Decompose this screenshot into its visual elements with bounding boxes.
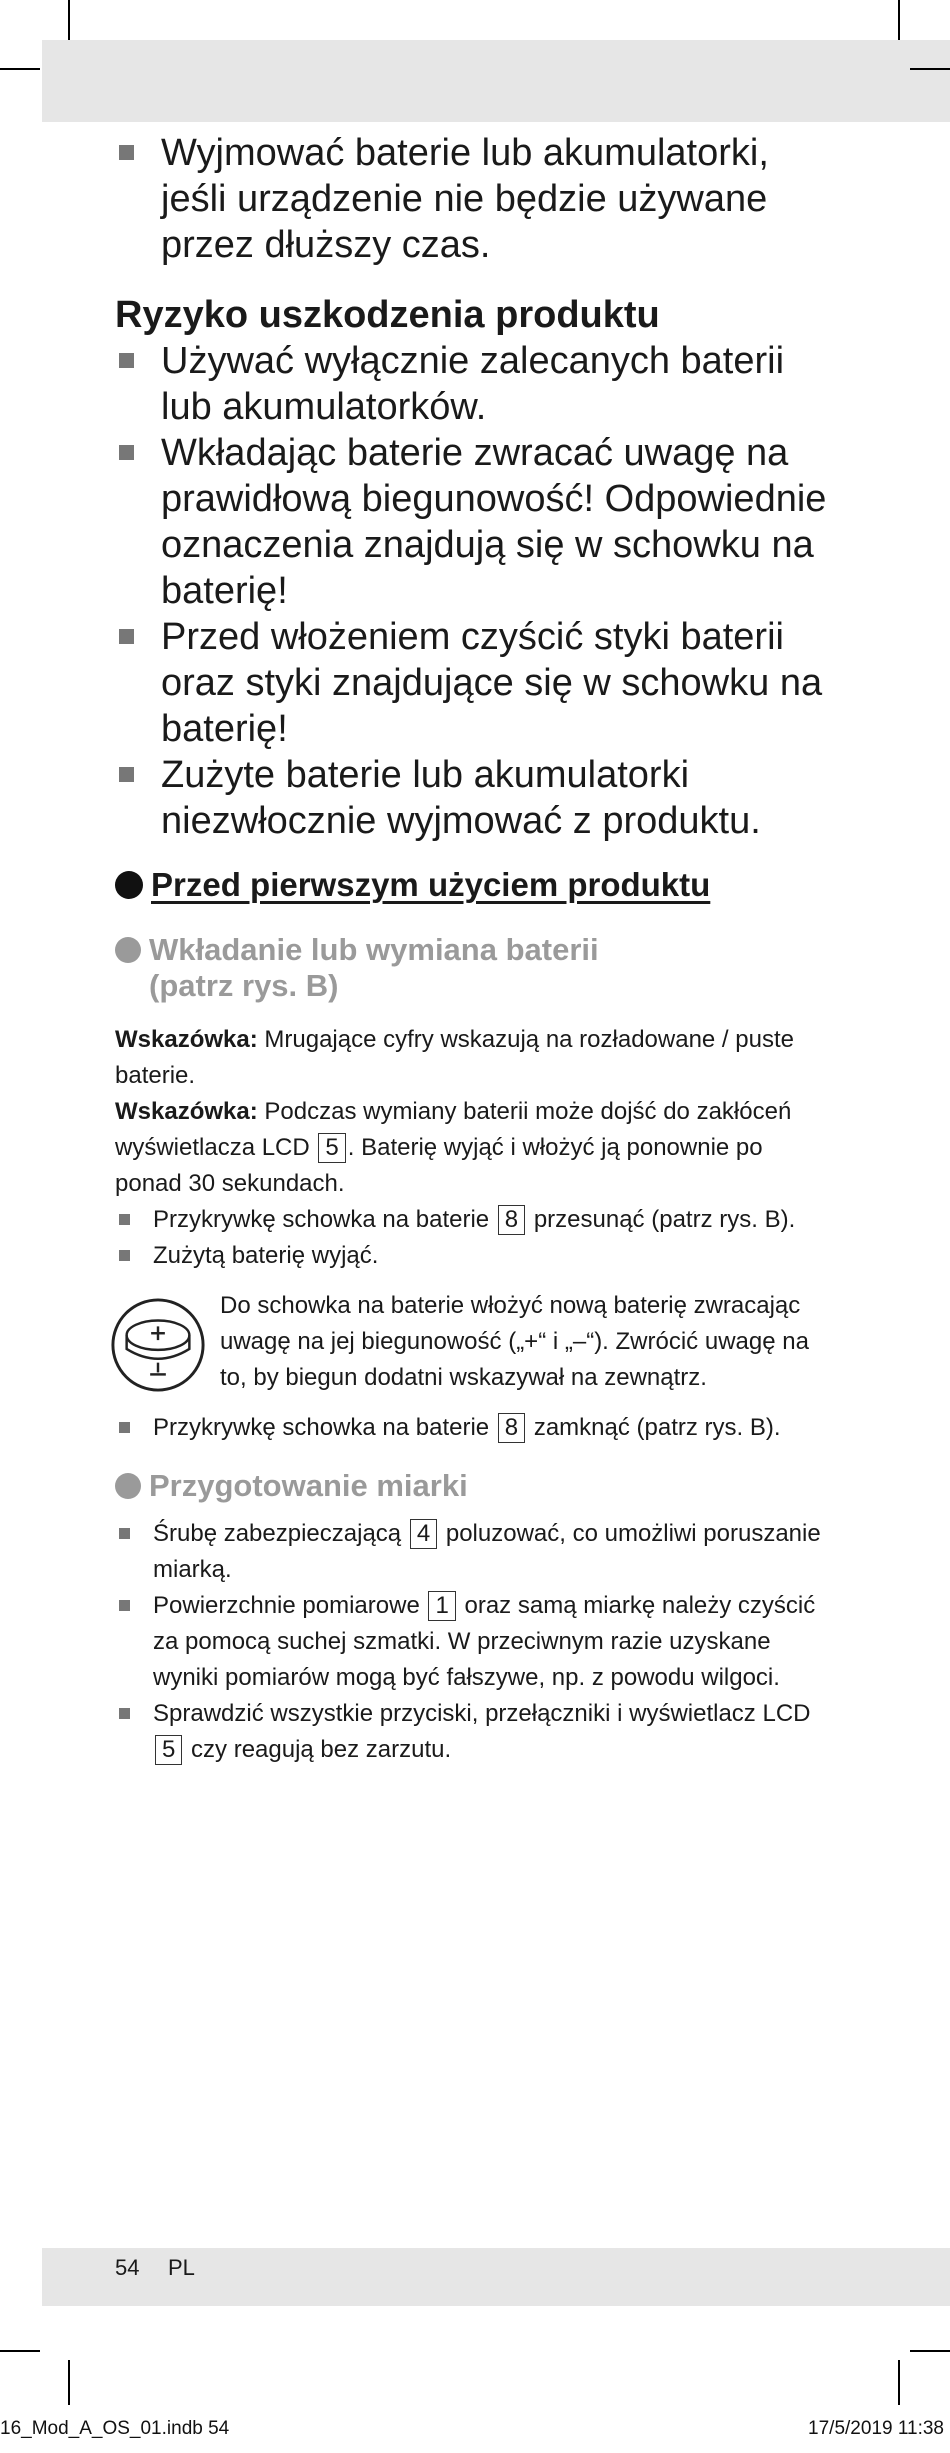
- header-band: [42, 40, 950, 122]
- reference-number: 5: [155, 1735, 182, 1765]
- crop-mark: [68, 2360, 70, 2405]
- list-item: Sprawdzić wszystkie przyciski, przełączniki i wyświetlacz LCD 5 czy reagują bez zarzutu.: [115, 1696, 835, 1768]
- bullet-dot-icon: [115, 871, 143, 899]
- crop-mark: [68, 0, 70, 40]
- bullet-square: [119, 1422, 130, 1433]
- reference-number: 4: [410, 1519, 437, 1549]
- crop-mark: [0, 2350, 40, 2352]
- bullet-square: [119, 767, 134, 782]
- list-item: Przed włożeniem czyścić styki baterii oraz styki znajdujące się w schowku na baterię!: [115, 614, 835, 752]
- subsection-heading: Przygotowanie miarki: [115, 1468, 835, 1504]
- bullet-square: [119, 629, 134, 644]
- bullet-square: [119, 353, 134, 368]
- crop-mark: [910, 2350, 950, 2352]
- list-item: Wkładając baterie zwracać uwagę na prawidłową biegunowość! Odpowiednie oznaczenia znajdują się w schowku na baterię!: [115, 430, 835, 614]
- bullet-square: [119, 1708, 130, 1719]
- list-item: Przykrywkę schowka na baterie 8 przesunąć (patrz rys. B).: [115, 1202, 835, 1238]
- reference-number: 5: [318, 1133, 345, 1163]
- print-slug-file: 16_Mod_A_OS_01.indb 54: [0, 2418, 230, 2439]
- list-item: Używać wyłącznie zalecanych baterii lub akumulatorków.: [115, 338, 835, 430]
- list-item: Zużyte baterie lub akumulatorki niezwłocznie wyjmować z produktu.: [115, 752, 835, 844]
- list-item: Powierzchnie pomiarowe 1 oraz samą miarkę należy czyścić za pomocą suchej szmatki. W przeciwnym razie uzyskane wyniki pomiarów mogą być fałszywe, np. z powodu wilgoci.: [115, 1588, 835, 1696]
- language-code: PL: [168, 2255, 195, 2280]
- reference-number: 8: [498, 1413, 525, 1443]
- list-item: Wyjmować baterie lub akumulatorki, jeśli urządzenie nie będzie używane przez dłuższy czas.: [115, 130, 835, 268]
- page-content: [115, 130, 835, 1768]
- bullet-dot-icon: [115, 1473, 141, 1499]
- bullet-square: [119, 1250, 130, 1261]
- crop-mark: [898, 2360, 900, 2405]
- bullet-square: [119, 445, 134, 460]
- bullet-square: [119, 1600, 130, 1611]
- list-item: Zużytą baterię wyjąć.: [115, 1238, 835, 1274]
- reference-number: 1: [428, 1591, 455, 1621]
- bullet-square: [119, 1528, 130, 1539]
- bullet-square: [119, 145, 134, 160]
- note: Wskazówka: Mrugające cyfry wskazują na rozładowane / puste baterie.: [115, 1026, 794, 1089]
- subsection-heading: Wkładanie lub wymiana baterii (patrz rys. B): [115, 932, 835, 1004]
- crop-mark: [898, 0, 900, 40]
- page-number: 54: [115, 2255, 140, 2280]
- reference-number: 8: [498, 1205, 525, 1235]
- crop-mark: [910, 68, 950, 70]
- list-item: Przykrywkę schowka na baterie 8 zamknąć (patrz rys. B).: [115, 1410, 835, 1446]
- battery-polarity-icon: [109, 1296, 207, 1394]
- battery-insert-note: Do schowka na baterie włożyć nową baterię zwracając uwagę na jej biegunowość („+“ i „–“). Zwrócić uwagę na to, by biegun dodatni wskazywał na zewnątrz.: [115, 1288, 835, 1396]
- crop-mark: [0, 68, 40, 70]
- note: Wskazówka: Podczas wymiany baterii może dojść do zakłóceń wyświetlacza LCD 5 . Baterię wyjąć i włożyć ją ponownie po ponad 30 sekundach.: [115, 1098, 792, 1197]
- section-heading: Przed pierwszym użyciem produktu: [115, 866, 835, 904]
- risk-heading: Ryzyko uszkodzenia produktu: [115, 294, 660, 336]
- list-item: Śrubę zabezpieczającą 4 poluzować, co umożliwi poruszanie miarką.: [115, 1516, 835, 1588]
- bullet-square: [119, 1214, 130, 1225]
- bullet-dot-icon: [115, 937, 141, 963]
- print-slug-date: 17/5/2019 11:38: [808, 2418, 944, 2439]
